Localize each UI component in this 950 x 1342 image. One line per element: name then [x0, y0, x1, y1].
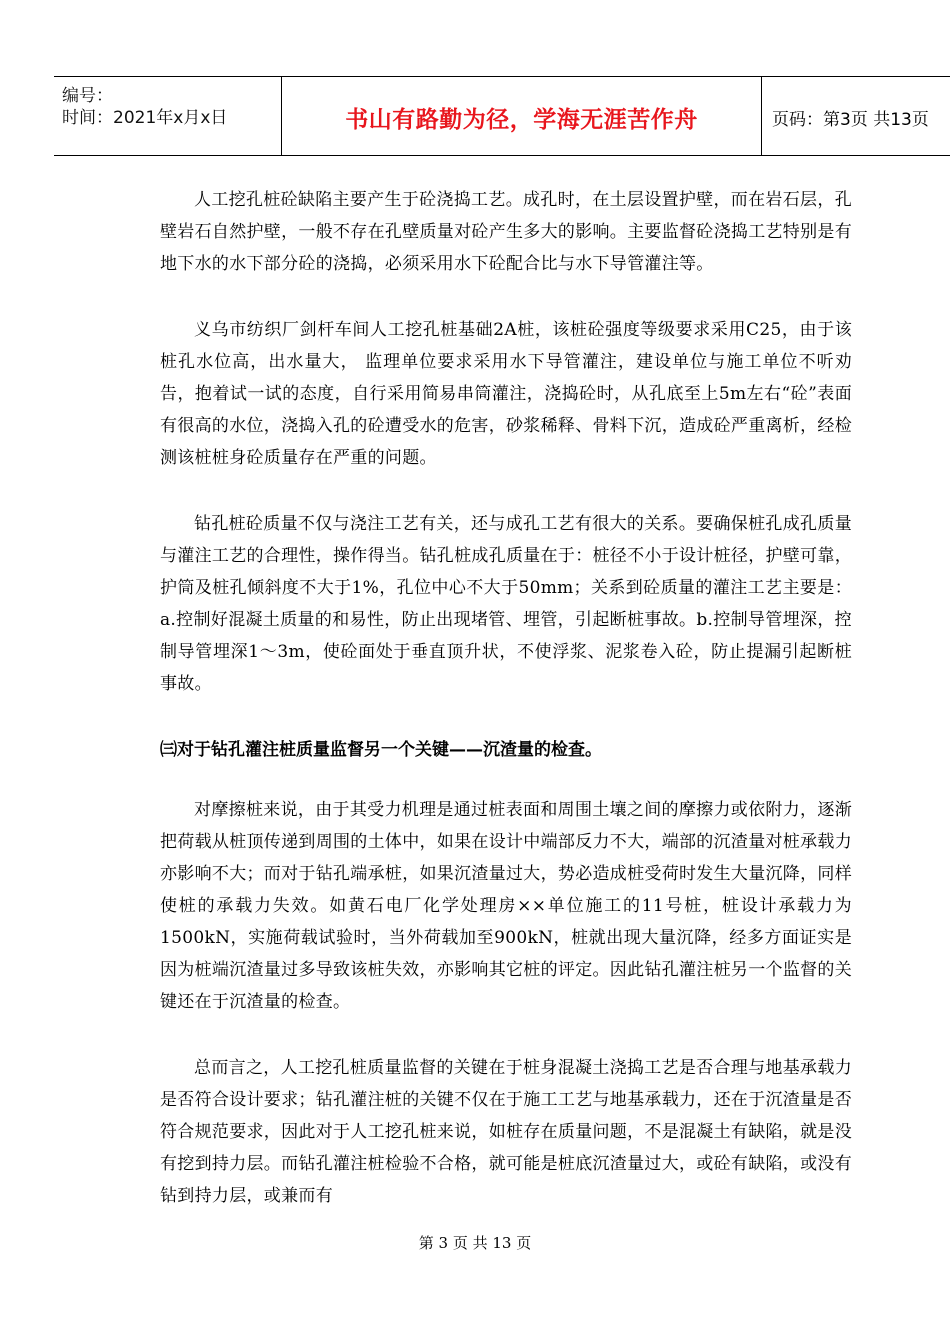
- header-page-code: 页码：第3页 共13页: [772, 110, 929, 130]
- page-header: [54, 76, 950, 156]
- header-motto: 书山有路勤为径，学海无涯苦作舟: [345, 107, 698, 133]
- body-paragraph: 义乌市纺织厂剑杆车间人工挖孔桩基础2A桩，该桩砼强度等级要求采用C25，由于该桩孔水位高，出水量大， 监理单位要求采用水下导管灌注，建设单位与施工单位不听劝告，抱着试一试的态度，自行采用简易串筒灌注，浇捣砼时，从孔底至上5m左右“砼”表面有很高的水位，浇捣入孔的砼遭受水的危害，砂浆稀释、骨料下沉，造成砼严重离析，经检测该桩桩身砼质量存在严重的问题。: [160, 320, 852, 468]
- body-paragraph: 总而言之，人工挖孔桩质量监督的关键在于桩身混凝土浇捣工艺是否合理与地基承载力是否符合设计要求；钻孔灌注桩的关键不仅在于施工工艺与地基承载力，还在于沉渣量是否符合规范要求，因此对于人工挖孔桩来说，如桩存在质量问题，不是混凝土有缺陷，就是没有挖到持力层。而钻孔灌注桩检验不合格，就可能是桩底沉渣量过大，或砼有缺陷，或没有钻到持力层，或兼而有: [160, 1058, 852, 1206]
- header-page-cell: [762, 77, 950, 155]
- header-motto-cell: [282, 77, 762, 155]
- body-paragraph: 对摩擦桩来说，由于其受力机理是通过桩表面和周围土壤之间的摩擦力或依附力，逐渐把荷载从桩顶传递到周围的土体中，如果在设计中端部反力不大，端部的沉渣量对桩承载力亦影响不大；而对于钻孔端承桩，如果沉渣量过大，势必造成桩受荷时发生大量沉降，同样使桩的承载力失效。如黄石电厂化学处理房××单位施工的11号桩，桩设计承载力为1500kN，实施荷载试验时，当外荷载加至900kN，桩就出现大量沉降，经多方面证实是因为桩端沉渣量过多导致该桩失效，亦影响其它桩的评定。因此钻孔灌注桩另一个监督的关键还在于沉渣量的检查。: [160, 800, 852, 1012]
- body-paragraph: 人工挖孔桩砼缺陷主要产生于砼浇捣工艺。成孔时，在土层设置护壁，而在岩石层，孔壁岩石自然护壁，一般不存在孔壁质量对砼产生多大的影响。主要监督砼浇捣工艺特别是有地下水的水下部分砼的浇捣，必须采用水下砼配合比与水下导管灌注等。: [160, 190, 852, 274]
- document-number-label: 编号：: [62, 86, 113, 106]
- header-left-cell: [54, 77, 282, 155]
- document-date-label: 时间：2021年x月x日: [62, 108, 228, 128]
- body-paragraph: 钻孔桩砼质量不仅与浇注工艺有关，还与成孔工艺有很大的关系。要确保桩孔成孔质量与灌注工艺的合理性，操作得当。钻孔桩成孔质量在于：桩径不小于设计桩径，护壁可靠，护筒及桩孔倾斜度不大于1%，孔位中心不大于50mm；关系到砼质量的灌注工艺主要是：a.控制好混凝土质量的和易性，防止出现堵管、埋管，引起断桩事故。b.控制导管埋深，控制导管埋深1～3m，使砼面处于垂直顶升状，不使浮浆、泥浆卷入砼，防止提漏引起断桩事故。: [160, 514, 852, 694]
- document-body: [160, 184, 852, 1246]
- section-heading: ㈢对于钻孔灌注桩质量监督另一个关键——沉渣量的检查。: [160, 740, 602, 760]
- page-footer: 第 3 页 共 13 页: [418, 1234, 532, 1252]
